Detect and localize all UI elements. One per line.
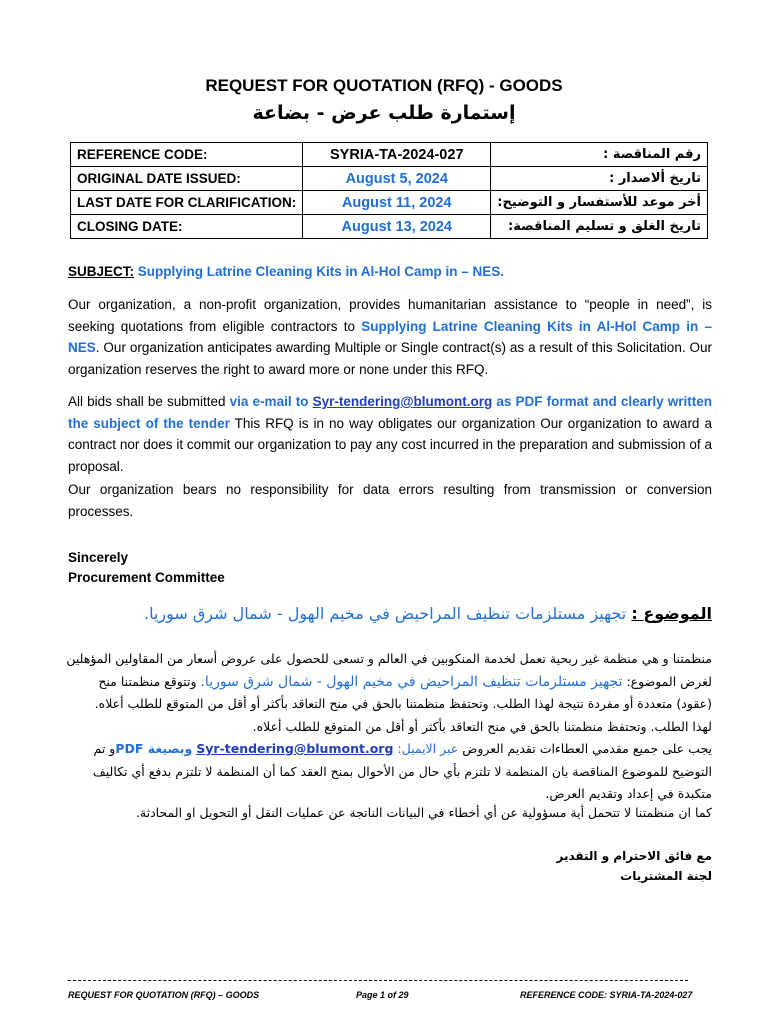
arabic-email-link[interactable]: Syr-tendering@blumont.org: [196, 741, 394, 756]
signature-block: [68, 548, 225, 588]
page-title: REQUEST FOR QUOTATION (RFQ) - GOODS: [205, 76, 563, 95]
footer-page-number: Page 1 of 29: [356, 990, 409, 1000]
ref-code-label: REFERENCE CODE:: [71, 143, 303, 167]
intro-paragraph: [68, 294, 712, 380]
arabic-pdf-note: وبصيغة PDF: [115, 741, 193, 756]
committee-text: Procurement Committee: [68, 570, 225, 585]
footer-doc-title: REQUEST FOR QUOTATION (RFQ) – GOODS: [68, 990, 260, 1000]
sincerely-text: Sincerely: [68, 550, 129, 565]
reference-table: [70, 142, 708, 239]
arabic-regards-text: مع فائق الاحترام و التقدير: [556, 849, 712, 863]
arabic-responsibility-paragraph: كما ان منظمتنا لا تتحمل أية مسؤولية عن أي أخطاء في البيانات الناتجة عن عمليات النقل أو التحويل او المحادثة.: [135, 805, 712, 820]
email-link[interactable]: Syr-tendering@blumont.org: [312, 394, 493, 409]
arabic-submission-text: يجب على جميع مقدمي العطاءات تقديم العروض: [458, 741, 712, 756]
ref-code-value: SYRIA-TA-2024-027: [303, 143, 491, 167]
arabic-submission-text-end: و تم التوضيح للموضوع المناقصة بان المنظمة لا تلتزم بأي حال من الأحوال بمنح العقد كما أن المنظمة لا تلتزم بدفع أي تكاليف متكبدة في إعداد وتقديم العرض.: [92, 741, 712, 801]
submission-text: All bids shall be submitted: [68, 394, 230, 409]
clarification-date-label: LAST DATE FOR CLARIFICATION:: [71, 191, 303, 215]
table-row: [71, 143, 708, 167]
arabic-intro-text-end: وتتوقع منظمتنا منح (عقود) متعددة أو مفردة نتيجة لهذا الطلب. وتحتفظ منظمتنا بالحق في منح التعاقد بأكثر أو أقل من المتوقع للطلب أعلاه.: [94, 673, 712, 711]
closing-date-value: August 13, 2024: [303, 215, 491, 239]
arabic-subject-label: الموضوع :: [631, 604, 712, 623]
arabic-intro-paragraph: [62, 648, 712, 716]
arabic-intro-highlight: تجهيز مستلزمات تنظيف المراحيض في مخيم الهول - شمال شرق سوريا.: [200, 673, 623, 690]
arabic-signature-block: [62, 846, 712, 886]
table-row: [71, 215, 708, 239]
submission-paragraph: [68, 391, 712, 477]
arabic-intro-text: منظمتنا و هي منظمة غير ربحية تعمل لخدمة المنكوبين في العالم و تسعى للحصول على عروض أسعار من المقاولين المؤهلين لغرض الموضوع:: [66, 651, 712, 689]
arabic-second-line: لهذا الطلب. وتحتفظ منظمتنا بالحق في منح التعاقد بأكثر أو أقل من المتوقع للطلب أعلاه.: [252, 719, 712, 734]
table-row: [71, 167, 708, 191]
subject-line: [68, 264, 712, 279]
intro-text: Our organization, a non-profit organization, provides humanitarian assistance to “people in need”, is seeking quotations from eligible contractors to: [68, 297, 712, 334]
page-title-arabic: إستمارة طلب عرض - بضاعة: [252, 102, 516, 124]
intro-highlight: Supplying Latrine Cleaning Kits in Al-Hol Camp in – NES: [68, 318, 712, 356]
clarification-date-value: August 11, 2024: [303, 191, 491, 215]
intro-text-end: . Our organization anticipates awarding Multiple or Single contract(s) as a result of this Solicitation. Our organization reserves the right to award more or none under this RFQ.: [68, 340, 712, 377]
arabic-submission-via: عبر الايميل:: [397, 741, 459, 756]
submission-via: via e-mail to: [229, 394, 313, 409]
ref-code-label-arabic: رقم المناقصة :: [491, 143, 708, 167]
responsibility-paragraph: Our organization bears no responsibility for data errors resulting from transmission or conversion processes.: [68, 482, 712, 519]
submission-text-end: This RFQ is in no way obligates our organization Our organization to award a contract nor does it commit our organization to pay any cost incurred in the preparation and submission of a proposal.: [68, 415, 712, 474]
footer-divider: [68, 980, 688, 981]
date-issued-value: August 5, 2024: [303, 167, 491, 191]
clarification-date-label-arabic: أخر موعد للأستفسار و التوضيح:: [491, 191, 708, 215]
subject-label: SUBJECT:: [68, 264, 135, 279]
closing-date-label: CLOSING DATE:: [71, 215, 303, 239]
submission-pdf-note: as PDF format and clearly written the subject of the tender: [68, 394, 712, 431]
footer-reference-code: REFERENCE CODE: SYRIA-TA-2024-027: [520, 990, 693, 1000]
arabic-submission-paragraph: [62, 738, 712, 806]
arabic-subject: [62, 604, 712, 623]
date-issued-label: ORIGINAL DATE ISSUED:: [71, 167, 303, 191]
closing-date-label-arabic: تاريخ الغلق و تسليم المناقصة:: [491, 215, 708, 239]
arabic-committee-text: لجنة المشتريات: [620, 869, 712, 883]
subject-text: Supplying Latrine Cleaning Kits in Al-Hol Camp in – NES.: [137, 264, 505, 279]
table-row: [71, 191, 708, 215]
arabic-subject-text: تجهيز مستلزمات تنظيف المراحيض في مخيم الهول - شمال شرق سوريا.: [143, 604, 627, 623]
date-issued-label-arabic: تاريخ ألاصدار :: [491, 167, 708, 191]
